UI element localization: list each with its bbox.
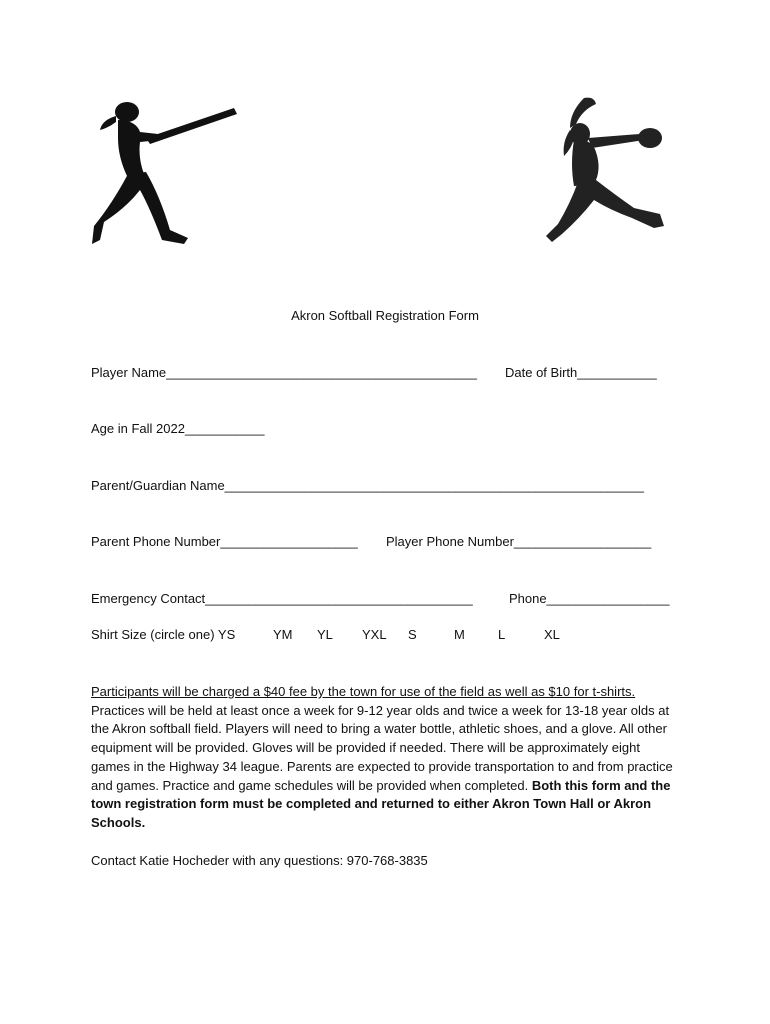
guardian-name-field[interactable]: Parent/Guardian Name__________________________________________________________ [91,478,645,493]
shirt-size-option[interactable]: XL [544,627,560,642]
info-paragraph [91,683,676,833]
age-field[interactable]: Age in Fall 2022___________ [91,421,265,436]
pitcher-silhouette [544,94,670,246]
info-body: Practices will be held at least once a week for 9-12 year olds and twice a week for 13-18 year olds at the Akron softball field. Players will need to bring a water bottle, athletic shoes, and a glove. All other equipment will be provided. Gloves will be provided if needed. There will be approximately eight games in the Highway 34 league. Parents are expected to provide transportation to and from practice and games. Practice and game schedules will be provided when completed. [91,702,673,793]
player-name-field[interactable]: Player Name___________________________________________ [91,365,478,380]
contact-line: Contact Katie Hocheder with any questions: 970-768-3835 [91,853,428,868]
shirt-size-option[interactable]: L [498,627,506,642]
shirt-size-row [91,627,691,645]
shirt-size-option[interactable]: YM [273,627,293,642]
shirt-size-option[interactable]: YL [317,627,333,642]
batter-silhouette [88,98,243,250]
shirt-size-option[interactable]: YXL [362,627,387,642]
shirt-size-option[interactable]: M [454,627,465,642]
player-phone-field[interactable]: Player Phone Number___________________ [386,534,652,549]
emergency-contact-field[interactable]: Emergency Contact_____________________________________ [91,591,473,606]
parent-phone-field[interactable]: Parent Phone Number___________________ [91,534,358,549]
fee-notice: Participants will be charged a $40 fee by the town for use of the field as well as $10 for t-shirts. [91,684,636,699]
shirt-size-label: Shirt Size (circle one) YS [91,627,236,642]
shirt-size-option[interactable]: S [408,627,417,642]
emergency-phone-field[interactable]: Phone_________________ [509,591,670,606]
return-instructions: Both this form and the town registration form must be completed and returned to either Akron Town Hall or Akron Schools. [91,777,671,830]
form-title: Akron Softball Registration Form [291,308,479,323]
date-of-birth-field[interactable]: Date of Birth___________ [505,365,657,380]
